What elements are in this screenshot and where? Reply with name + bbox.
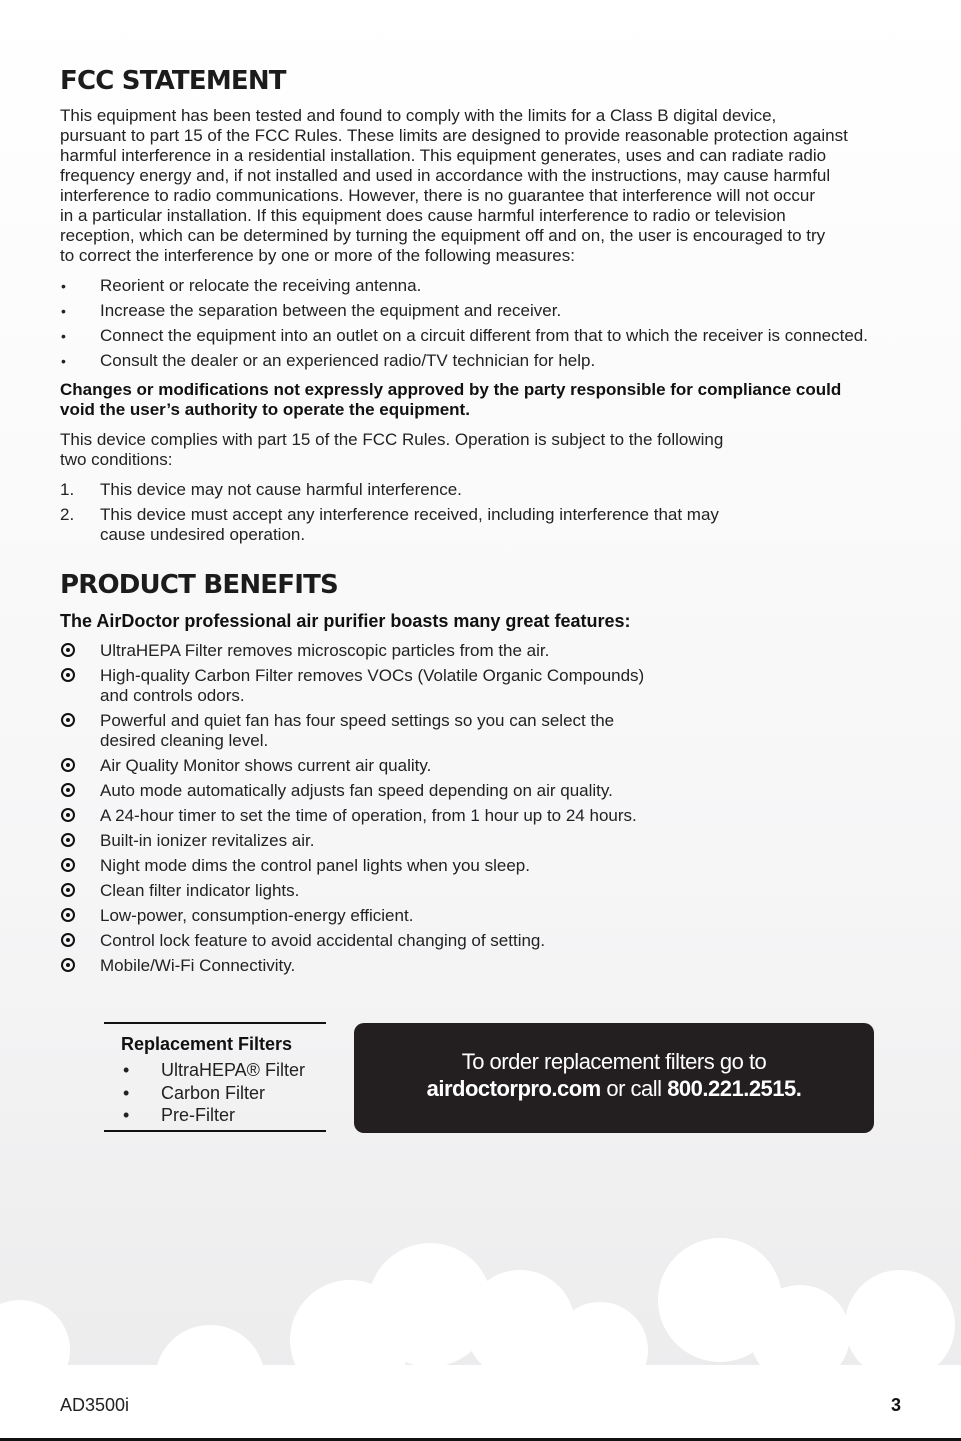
target-bullet-icon [61,758,75,772]
target-bullet-icon [61,858,75,872]
benefit-text: Powerful and quiet fan has four speed settings so you can select the [100,711,615,730]
replacement-filters-box [104,1022,326,1132]
text-line: to correct the interference by one or more of the following measures: [60,246,575,265]
phone-number[interactable]: 800.221.2515. [667,1076,802,1101]
list-item [60,756,940,776]
list-item [60,781,940,801]
list-item [60,881,940,901]
text-line: interference to radio communications. However, there is no guarantee that interference will not occur [60,186,816,205]
list-item [60,301,940,321]
benefit-text: Mobile/Wi-Fi Connectivity. [100,956,296,975]
order-contact-line [354,1076,874,1102]
benefit-text: Night mode dims the control panel lights when you sleep. [100,856,530,875]
cloud-decoration [0,1230,961,1441]
page-number: 3 [890,1395,901,1415]
text-line: in a particular installation. If this equipment does cause harmful interference to radio or television [60,206,786,225]
benefit-text: Built-in ionizer revitalizes air. [100,831,315,850]
benefit-text: and controls odors. [100,686,245,705]
order-text: To order replacement filters go to [461,1049,767,1074]
list-item [60,480,940,500]
target-bullet-icon [61,908,75,922]
replacement-filters-list [121,1059,305,1127]
order-info-box [354,1023,874,1133]
target-bullet-icon [61,883,75,897]
list-item [60,831,940,851]
list-item [60,906,940,926]
target-bullet-icon [61,713,75,727]
or-call-text: or call [606,1076,662,1101]
benefit-text: Air Quality Monitor shows current air quality. [100,756,432,775]
list-item [60,931,940,951]
condition-text: This device may not cause harmful interference. [100,480,462,499]
list-item [60,351,940,371]
benefit-text: Clean filter indicator lights. [100,881,300,900]
benefit-text: High-quality Carbon Filter removes VOCs (Volatile Organic Compounds) [100,666,645,685]
filter-name: Carbon Filter [161,1082,266,1103]
bullet-dot: • [123,1105,130,1125]
list-item [121,1059,305,1082]
target-bullet-icon [61,783,75,797]
website-link[interactable]: airdoctorpro.com [426,1076,601,1101]
text-line: This equipment has been tested and found to comply with the limits for a Class B digital device, [60,106,777,125]
list-item [60,326,940,346]
benefit-text: UltraHEPA Filter removes microscopic particles from the air. [100,641,550,660]
condition-text: This device must accept any interference received, including interference that may [100,505,719,524]
benefit-text: desired cleaning level. [100,731,269,750]
list-item [60,956,940,976]
condition-text: cause undesired operation. [100,525,306,544]
list-item [60,711,940,751]
target-bullet-icon [61,808,75,822]
fcc-warning [60,380,841,420]
target-bullet-icon [61,933,75,947]
text-line: frequency energy and, if not installed and used in accordance with the instructions, may cause harmful [60,166,831,185]
filter-name: UltraHEPA® Filter [161,1060,305,1080]
replacement-filters-title: Replacement Filters [121,1034,293,1054]
text-line: two conditions: [60,450,173,469]
list-item [60,666,940,706]
text-line: void the user’s authority to operate the equipment. [60,400,470,419]
list-item [60,806,940,826]
benefit-text: Auto mode automatically adjusts fan speed depending on air quality. [100,781,613,800]
bullet-dot: • [61,278,66,294]
measure-text: Reorient or relocate the receiving antenna. [100,276,422,295]
fcc-heading: FCC STATEMENT [60,66,286,96]
list-item [60,641,940,661]
benefits-heading: PRODUCT BENEFITS [60,570,338,600]
list-item [60,276,940,296]
bullet-dot: • [61,328,66,344]
target-bullet-icon [61,643,75,657]
model-number: AD3500i [60,1395,130,1415]
measure-text: Increase the separation between the equipment and receiver. [100,301,562,320]
fcc-measures-list [60,276,940,371]
benefit-text: Control lock feature to avoid accidental changing of setting. [100,931,546,950]
bullet-dot: • [61,303,66,319]
text-line: pursuant to part 15 of the FCC Rules. These limits are designed to provide reasonable protection against [60,126,848,145]
fcc-intro-paragraph [60,106,848,266]
bullet-dot: • [123,1082,130,1103]
target-bullet-icon [61,958,75,972]
benefits-subheading: The AirDoctor professional air purifier boasts many great features: [60,611,631,631]
measure-text: Connect the equipment into an outlet on a circuit different from that to which the receiver is connected. [100,326,868,345]
list-number: 1. [60,480,75,499]
text-line: Changes or modifications not expressly approved by the party responsible for compliance could [60,380,842,399]
benefit-text: Low-power, consumption-energy efficient. [100,906,414,925]
list-item [60,505,940,545]
measure-text: Consult the dealer or an experienced radio/TV technician for help. [100,351,596,370]
list-item [60,856,940,876]
benefit-text: A 24-hour timer to set the time of operation, from 1 hour up to 24 hours. [100,806,637,825]
fcc-conditions-list [60,480,940,545]
target-bullet-icon [61,668,75,682]
target-bullet-icon [61,833,75,847]
list-item [121,1104,305,1127]
benefits-list [60,641,940,976]
list-item [121,1082,305,1105]
fcc-compliance-paragraph [60,430,723,470]
bullet-dot: • [61,353,66,369]
filter-name: Pre-Filter [161,1105,236,1125]
text-line: harmful interference in a residential installation. This equipment generates, uses and can radiate radio [60,146,827,165]
list-number: 2. [60,505,75,524]
text-line: reception, which can be determined by turning the equipment off and on, the user is encouraged to try [60,226,826,245]
bullet-dot: • [123,1060,130,1080]
text-line: This device complies with part 15 of the FCC Rules. Operation is subject to the following [60,430,724,449]
